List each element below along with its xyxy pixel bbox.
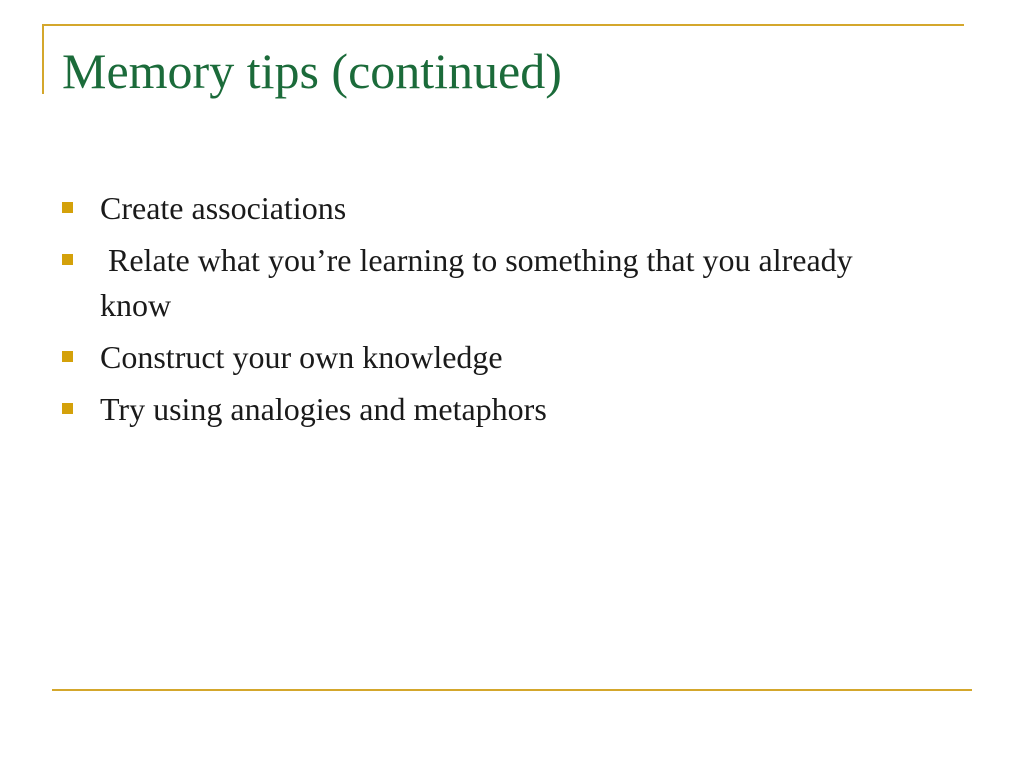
bullet-item [62, 238, 902, 328]
frame-left-rule [42, 24, 44, 94]
square-bullet-icon [62, 254, 73, 265]
bullet-text: Relate what you’re learning to something that you already know [100, 242, 861, 323]
bullet-text: Create associations [100, 190, 347, 226]
bullet-list [62, 186, 902, 439]
frame-bottom-rule [52, 689, 972, 691]
square-bullet-icon [62, 202, 73, 213]
square-bullet-icon [62, 403, 73, 414]
square-bullet-icon [62, 351, 73, 362]
bullet-item [62, 387, 902, 432]
frame-top-rule [42, 24, 964, 26]
bullet-item [62, 186, 902, 231]
bullet-text: Try using analogies and metaphors [100, 391, 547, 427]
slide-title: Memory tips (continued) [62, 43, 562, 99]
bullet-text: Construct your own knowledge [100, 339, 503, 375]
bullet-item [62, 335, 902, 380]
